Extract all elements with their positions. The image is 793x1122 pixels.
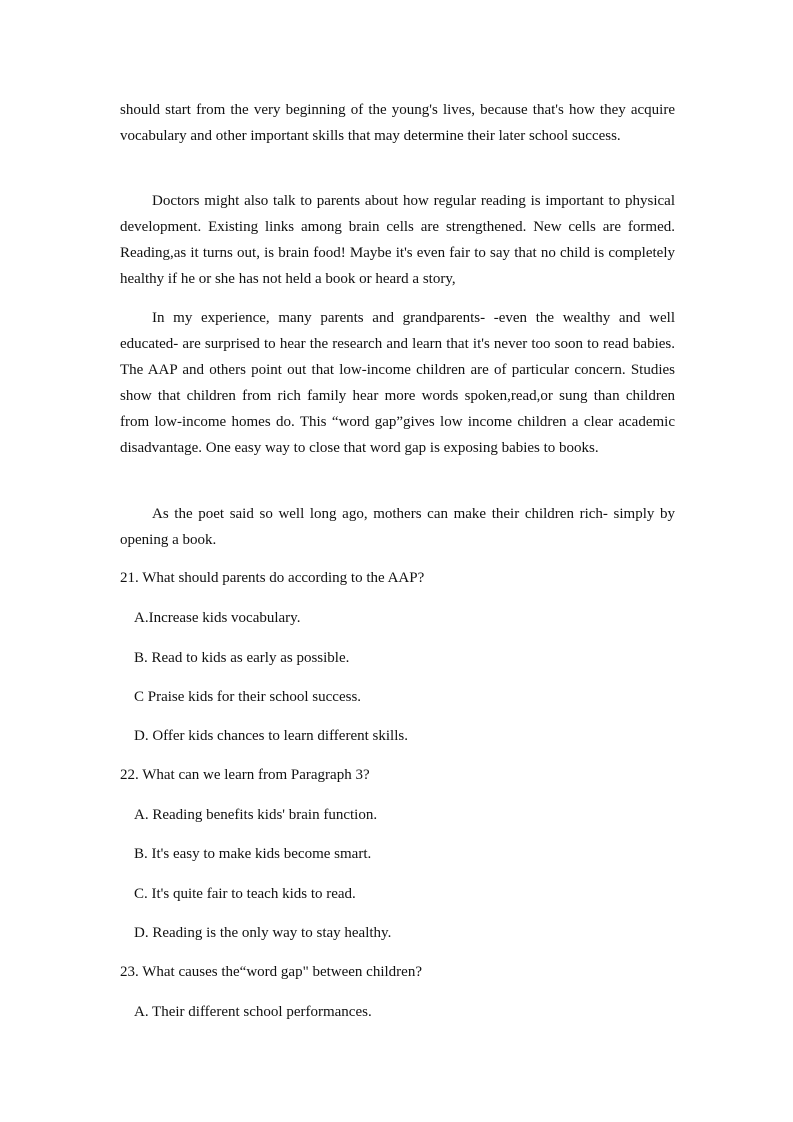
question-21-stem: 21. What should parents do according to the AAP?	[120, 570, 425, 586]
paragraph-poet-quote: As the poet said so well long ago, mothers can make their children rich- simply by opening a book.	[120, 506, 675, 548]
paragraph-physical-development: Doctors might also talk to parents about how regular reading is important to physical development. Existing links among brain cells are strengthened. New cells are formed. Reading,as it turns out, is brain food! Maybe it's even fair to say that no child is completely healthy if he or she has not held a book or heard a story,	[120, 193, 675, 287]
question-22-stem: 22. What can we learn from Paragraph 3?	[120, 767, 370, 783]
question-21-option-d: D. Offer kids chances to learn different skills.	[134, 728, 408, 744]
paragraph-continuation: should start from the very beginning of the young's lives, because that's how they acquire vocabulary and other important skills that may determine their later school success.	[120, 102, 675, 144]
question-22-option-b: B. It's easy to make kids become smart.	[134, 846, 372, 862]
paragraph-word-gap: In my experience, many parents and grandparents- -even the wealthy and well educated- are surprised to hear the research and learn that it's never too soon to read babies. The AAP and others point out that low-income children are of particular concern. Studies show that children from rich family hear more words spoken,read,or sung than children from low-income homes do. This “word gap”gives low income children a clear academic disadvantage. One easy way to close that word gap is exposing babies to books.	[120, 310, 675, 456]
question-22-option-c: C. It's quite fair to teach kids to read.	[134, 886, 356, 902]
question-21-option-c: C Praise kids for their school success.	[134, 689, 362, 705]
question-23-option-a: A. Their different school performances.	[134, 1004, 372, 1020]
question-23-stem: 23. What causes the“word gap" between children?	[120, 964, 422, 980]
question-22-option-a: A. Reading benefits kids' brain function.	[134, 807, 378, 823]
question-21-option-a: A.Increase kids vocabulary.	[134, 610, 301, 626]
question-22-option-d: D. Reading is the only way to stay healthy.	[134, 925, 392, 941]
question-21-option-b: B. Read to kids as early as possible.	[134, 650, 350, 666]
